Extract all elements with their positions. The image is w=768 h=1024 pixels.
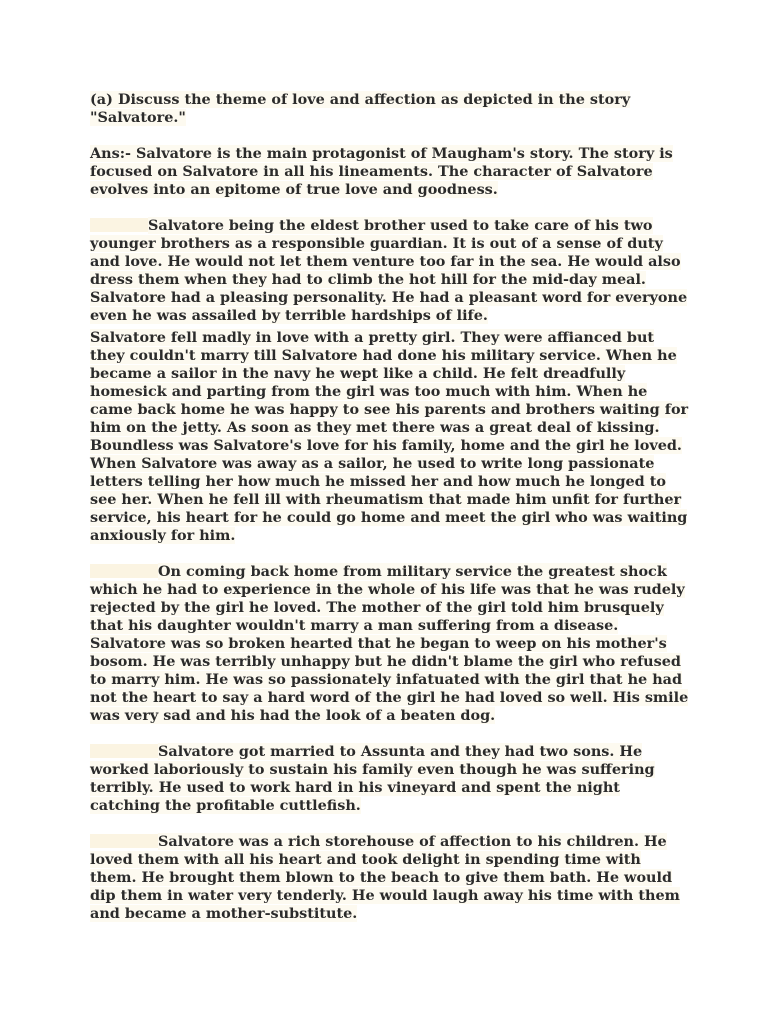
question-heading [90, 91, 690, 127]
paragraph-indent [90, 564, 158, 578]
paragraph-indent [90, 218, 148, 232]
document-body [90, 91, 690, 923]
spacer [90, 127, 690, 145]
body-paragraph-3 [90, 563, 690, 725]
answer-label: Ans:- [90, 145, 132, 162]
body-paragraph-4 [90, 743, 690, 815]
body-paragraph-2 [90, 329, 690, 545]
spacer [90, 725, 690, 743]
body-paragraph-3-text: On coming back home from military service the greatest shock which he had to experience in the whole of his life was that he was rudely rejected by the girl he loved. The mother of the girl told him brusquely that his daughter wouldn't marry a man suffering from a disease. Salvatore was so broken hearted that he began to weep on his mother's bosom. He was terribly unhappy but he didn't blame the girl who refused to marry him. He was so passionately infatuated with the girl that he had not the heart to say a hard word of the girl he had loved so well. His smile was very sad and his had the look of a beaten dog. [90, 563, 689, 724]
body-paragraph-5-text: Salvatore was a rich storehouse of affection to his children. He loved them with all his heart and took delight in spending time with them. He brought them blown to the beach to give them bath. He would dip them in water very tenderly. He would laugh away his time with them and became a mother-substitute. [90, 833, 680, 922]
body-paragraph-1 [90, 217, 690, 325]
body-paragraph-1-text: Salvatore being the eldest brother used to take care of his two younger brothers as a responsible guardian. It is out of a sense of duty and love. He would not let them venture too far in the sea. He would also dress them when they had to climb the hot hill for the mid-day meal. Salvatore had a pleasing personality. He had a pleasant word for everyone even he was assailed by terrible hardships of life. [90, 217, 688, 324]
question-number: (a) [90, 91, 113, 108]
spacer [90, 815, 690, 833]
spacer [90, 545, 690, 563]
question-text: Discuss the theme of love and affection as depicted in the story "Salvatore." [90, 91, 631, 126]
body-paragraph-2-text: Salvatore fell madly in love with a pretty girl. They were affianced but they couldn't marry till Salvatore had done his military service. When he became a sailor in the navy he wept like a child. He felt dreadfully homesick and parting from the girl was too much with him. When he came back home he was happy to see his parents and brothers waiting for him on the jetty. As soon as they met there was a great deal of kissing. Boundless was Salvatore's love for his family, home and the girl he loved. When Salvatore was away as a sailor, he used to write long passionate letters telling her how much he missed her and how much he longed to see her. When he fell ill with rheumatism that made him unfit for further service, his heart for he could go home and meet the girl who was waiting anxiously for him. [90, 329, 689, 544]
body-paragraph-5 [90, 833, 690, 923]
paragraph-indent [90, 834, 158, 848]
spacer [90, 199, 690, 217]
body-paragraph-4-text: Salvatore got married to Assunta and they had two sons. He worked laboriously to sustain his family even though he was suffering terribly. He used to work hard in his vineyard and spent the night catching the profitable cuttlefish. [90, 743, 655, 814]
answer-intro-text: Salvatore is the main protagonist of Maugham's story. The story is focused on Salvatore in all his lineaments. The character of Salvatore evolves into an epitome of true love and goodness. [90, 145, 673, 198]
paragraph-indent [90, 744, 158, 758]
answer-intro-paragraph [90, 145, 690, 199]
